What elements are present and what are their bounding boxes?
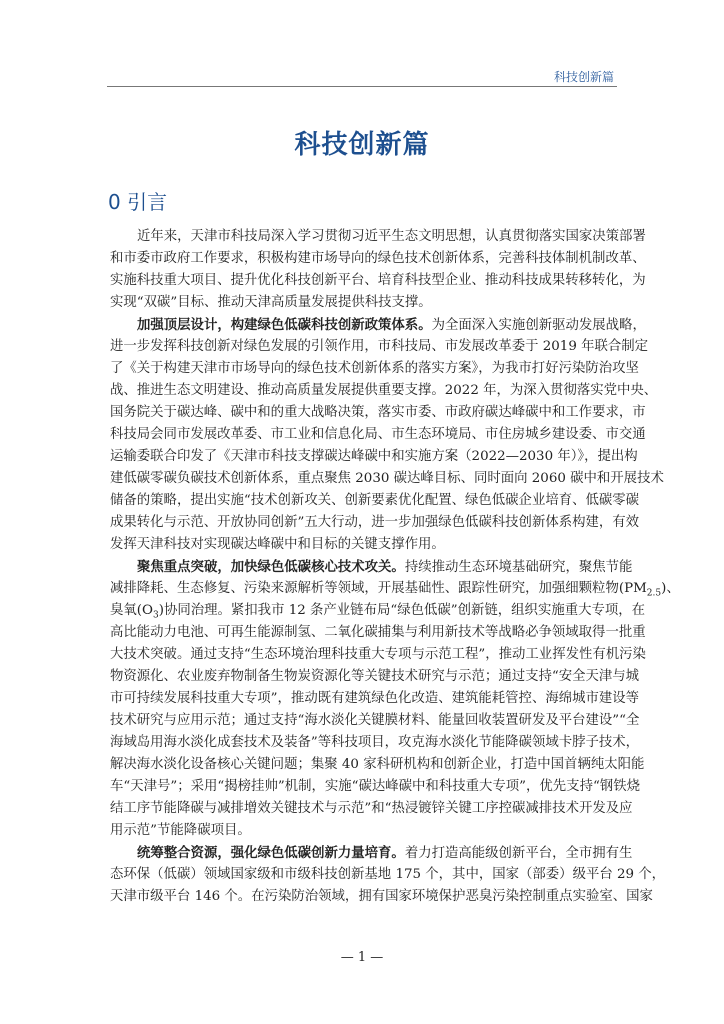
line-text: 运输委联合印发了《天津市科技支撑碳达峰碳中和实施方案（2022—2030 年）》，提出构	[110, 449, 638, 464]
line-text: 实现“双碳”目标、推动天津高质量发展提供科技支撑。	[110, 295, 432, 310]
text-line	[110, 600, 646, 622]
section-heading: 0 引言	[108, 190, 168, 214]
line-text: 物资源化、农业废弃物制备生物炭资源化等关键技术研究与示范；通过支持“安全天津与城	[110, 669, 640, 684]
line-text: 为全面深入实施创新驱动发展战略，	[431, 318, 646, 333]
line-text: 用示范”节能降碳项目。	[110, 823, 251, 838]
line-text: 天津市级平台 146 个。在污染防治领域，拥有国家环境保护恶臭污染控制重点实验室、国家	[110, 889, 653, 904]
line-text: 着力打造高能级创新平台，全市拥有生	[404, 846, 633, 861]
subscript: 3	[152, 610, 159, 621]
text-line	[110, 842, 633, 864]
paragraph	[110, 556, 680, 842]
line-text: 减排降耗、生态修复、污染来源解析等领域，开展基础性、跟踪性研究，加强细颗粒物(PM	[110, 581, 647, 596]
text-line	[110, 402, 646, 424]
text-line	[110, 468, 664, 490]
text-line	[110, 380, 658, 402]
line-text: 高比能动力电池、可再生能源制氢、二氧化碳捕集与利用新技术等战略必争领域取得一批重	[110, 625, 646, 640]
text-line	[110, 292, 620, 314]
line-text: 解决海水淡化设备核心关键问题；集聚 40 家科研机构和创新企业，打造中国首辆纯太阳能	[110, 757, 645, 772]
text-line	[110, 864, 666, 886]
line-text: 海域岛用海水淡化成套技术及装备”等科技项目，攻克海水淡化节能降碳领域卡脖子技术，	[110, 735, 640, 750]
text-line	[110, 424, 646, 446]
line-text: 大技术突破。通过支持“生态环境治理科技重大专项与示范工程”，推动工业挥发性有机污染	[110, 647, 646, 662]
line-text: 近年来，天津市科技局深入学习贯彻习近平生态文明思想，认真贯彻落实国家决策部署	[137, 229, 646, 244]
line-text: 了《关于构建天津市市场导向的绿色技术创新体系的落实方案》，为我市打好污染防治攻坚	[110, 361, 639, 376]
text-line	[110, 820, 620, 842]
text-line	[110, 578, 680, 600]
text-line	[110, 512, 640, 534]
line-text: 臭氧(O	[110, 603, 153, 618]
line-text: 发挥天津科技对实现碳达峰碳中和目标的关键支撑作用。	[110, 537, 445, 552]
text-line	[110, 798, 633, 820]
text-line	[110, 622, 646, 644]
header-rule	[107, 86, 617, 87]
paragraph	[110, 314, 664, 556]
line-text: 结工序节能降碳与减排增效关键技术与示范”和“热浸镀锌关键工序控碳减排技术开发及应	[110, 801, 633, 816]
text-line	[110, 534, 620, 556]
line-text: 市可持续发展科技重大专项”，推动既有建筑绿色化改造、建筑能耗管控、海绵城市建设等	[110, 691, 640, 706]
page-title: 科技创新篇	[294, 130, 430, 160]
text-line	[110, 886, 653, 908]
line-text: 国务院关于碳达峰、碳中和的重大战略决策，落实市委、市政府碳达峰碳中和工作要求，市	[110, 405, 646, 420]
subscript: 2.5	[646, 588, 662, 599]
line-text: 建低碳零碳负碳技术创新体系，重点聚焦 2030 碳达峰目标、同时面向 2060 碳中和开展技术	[110, 471, 664, 486]
line-text: 储备的策略，提出实施“技术创新攻关、创新要素优化配置、绿色低碳企业培育、低碳零碳	[110, 493, 640, 508]
text-line	[110, 776, 640, 798]
text-line	[110, 644, 646, 666]
page-number: — 1 —	[340, 950, 384, 965]
paragraph-lead: 聚焦重点突破，加快绿色低碳核心技术攻关。	[137, 559, 405, 575]
paragraph-lead: 加强顶层设计，构建绿色低碳科技创新政策体系。	[137, 317, 432, 333]
document-body	[110, 226, 680, 908]
paragraph	[110, 226, 646, 314]
text-line	[110, 336, 649, 358]
text-line	[110, 556, 633, 578]
text-line	[110, 754, 645, 776]
line-text: 车“天津号”；采用“揭榜挂帅”机制，实施“碳达峰碳中和科技重大专项”，优先支持“钢铁烧	[110, 779, 640, 794]
line-text: 进一步发挥科技创新对绿色发展的引领作用，市科技局、市发展改革委于 2019 年联合制定	[110, 339, 649, 354]
text-line	[110, 688, 640, 710]
text-line	[110, 248, 646, 270]
line-text: 实施科技重大项目、提升优化科技创新平台、培育科技型企业、推动科技成果转移转化，为	[110, 273, 646, 288]
line-text: 和市委市政府工作要求，积极构建市场导向的绿色技术创新体系，完善科技体制机制改革、	[110, 251, 646, 266]
paragraph	[110, 842, 666, 908]
line-text: )、	[661, 581, 680, 596]
paragraph-lead: 统筹整合资源，强化绿色低碳创新力量培育。	[137, 845, 405, 861]
line-text: 技术研究与应用示范；通过支持“海水淡化关键膜材料、能量回收装置研发及平台建设”“全	[110, 713, 640, 728]
text-line	[110, 270, 646, 292]
text-line	[110, 358, 639, 380]
text-line	[110, 666, 640, 688]
line-text: 战、推进生态文明建设、推动高质量发展提供重要支撑。2022 年，为深入贯彻落实党中央、	[110, 383, 658, 398]
text-line	[110, 710, 640, 732]
line-text: )协同治理。紧扣我市 12 条产业链布局“绿色低碳”创新链，组织实施重大专项，在	[158, 603, 646, 618]
line-text: 持续推动生态环境基础研究，聚焦节能	[404, 560, 633, 575]
text-line	[110, 490, 640, 512]
line-text: 成果转化与示范、开放协同创新”五大行动，进一步加强绿色低碳科技创新体系构建，有效	[110, 515, 640, 530]
text-line	[110, 446, 638, 468]
line-text: 科技局会同市发展改革委、市工业和信息化局、市生态环境局、市住房城乡建设委、市交通	[110, 427, 646, 442]
running-header: 科技创新篇	[553, 70, 614, 84]
text-line	[110, 314, 646, 336]
text-line	[110, 732, 640, 754]
text-line	[110, 226, 646, 248]
line-text: 态环保（低碳）领域国家级和市级科技创新基地 175 个，其中，国家（部委）级平台 29 个，	[110, 867, 666, 882]
